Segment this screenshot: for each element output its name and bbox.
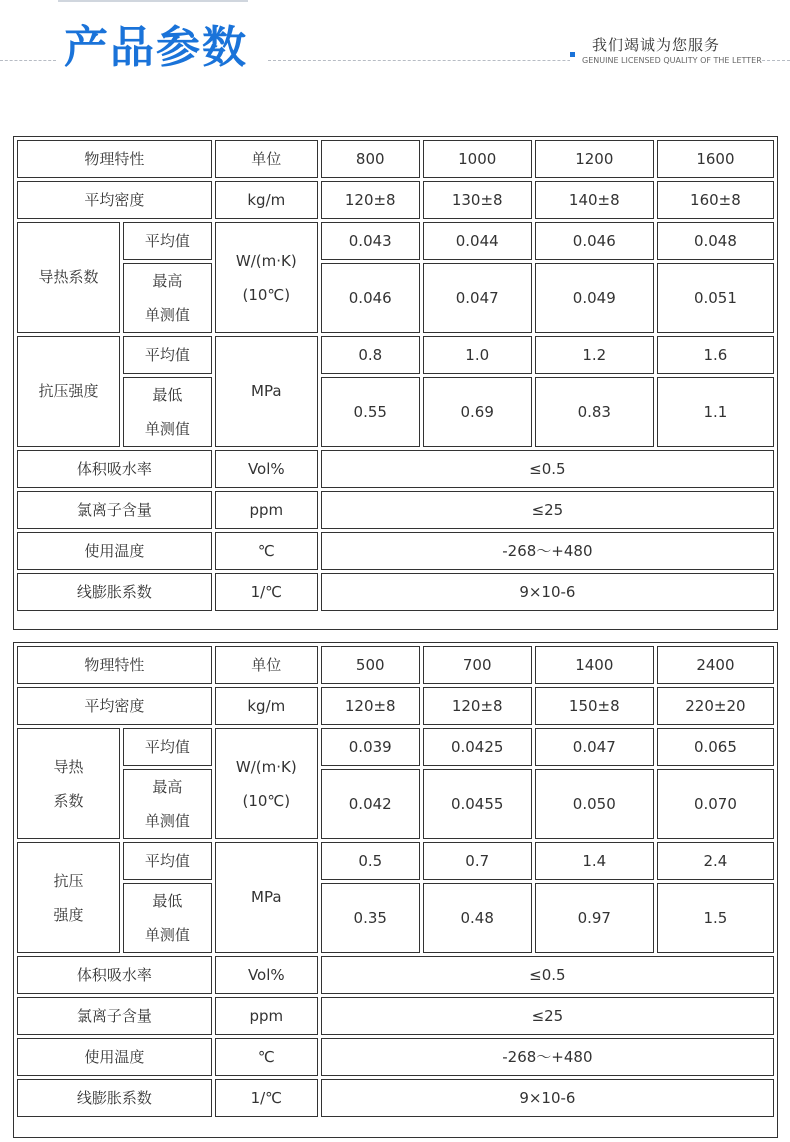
- value-cell: 0.065: [657, 728, 774, 766]
- absorption-label-cell: 体积吸水率: [17, 956, 212, 994]
- temperature-value-cell: -268～+480: [321, 532, 774, 570]
- unit-line: W/(m·K): [235, 251, 297, 270]
- value-cell: 0.69: [423, 377, 532, 447]
- chloride-value-cell: ≤25: [321, 997, 774, 1035]
- table-row: [17, 573, 774, 611]
- strength-min-label-cell: [123, 883, 212, 953]
- value-cell: 2.4: [657, 842, 774, 880]
- absorption-unit-cell: Vol%: [215, 450, 318, 488]
- conductivity-max-label-cell: [123, 263, 212, 333]
- value-cell: 0.55: [321, 377, 420, 447]
- grade-cell: 700: [423, 646, 532, 684]
- grade-cell: 2400: [657, 646, 774, 684]
- grade-cell: 1200: [535, 140, 654, 178]
- value-cell: 0.044: [423, 222, 532, 260]
- value-cell: 0.35: [321, 883, 420, 953]
- chloride-unit-cell: ppm: [215, 997, 318, 1035]
- value-cell: 0.047: [535, 728, 654, 766]
- value-cell: 0.047: [423, 263, 532, 333]
- tagline-chinese: 我们竭诚为您服务: [592, 36, 721, 54]
- page-title: 产品参数: [64, 22, 248, 73]
- header-unit-cell: 单位: [215, 646, 318, 684]
- temperature-unit-cell: ℃: [215, 1038, 318, 1076]
- value-cell: 0.042: [321, 769, 420, 839]
- table-row: [17, 491, 774, 529]
- label-line: 单测值: [144, 420, 190, 438]
- grade-cell: 500: [321, 646, 420, 684]
- unit-line: W/(m·K): [235, 757, 297, 776]
- value-cell: 160±8: [657, 181, 774, 219]
- value-cell: 0.0425: [423, 728, 532, 766]
- value-cell: 1.4: [535, 842, 654, 880]
- label-line: 单测值: [144, 926, 190, 944]
- value-cell: 0.5: [321, 842, 420, 880]
- density-unit-cell: kg/m: [215, 181, 318, 219]
- density-label-cell: 平均密度: [17, 687, 212, 725]
- conductivity-avg-label-cell: 平均值: [123, 728, 212, 766]
- density-label-cell: 平均密度: [17, 181, 212, 219]
- table-row: [17, 956, 774, 994]
- value-cell: 130±8: [423, 181, 532, 219]
- strength-unit-cell: MPa: [215, 842, 318, 953]
- conductivity-label-cell: [17, 728, 120, 839]
- conductivity-label-cell: 导热系数: [17, 222, 120, 333]
- table-row: [17, 140, 774, 178]
- conductivity-avg-label-cell: 平均值: [123, 222, 212, 260]
- table-row: [17, 222, 774, 260]
- unit-line: (10℃): [242, 791, 291, 810]
- value-cell: 0.48: [423, 883, 532, 953]
- label-line: 抗压: [53, 871, 84, 890]
- chloride-value-cell: ≤25: [321, 491, 774, 529]
- table-row: [17, 1079, 774, 1117]
- table-row: [17, 687, 774, 725]
- label-line: 强度: [53, 905, 84, 924]
- temperature-value-cell: -268～+480: [321, 1038, 774, 1076]
- table-row: [17, 336, 774, 374]
- strength-unit-cell: MPa: [215, 336, 318, 447]
- spec-table-2: [13, 642, 778, 1138]
- label-line: 最高: [152, 778, 183, 796]
- header-top-line: [58, 0, 248, 2]
- expansion-value-cell: 9×10-6: [321, 573, 774, 611]
- value-cell: 0.83: [535, 377, 654, 447]
- value-cell: 0.046: [535, 222, 654, 260]
- value-cell: 0.048: [657, 222, 774, 260]
- table-row: [17, 883, 774, 953]
- strength-min-label-cell: [123, 377, 212, 447]
- chloride-label-cell: 氯离子含量: [17, 491, 212, 529]
- grade-cell: 1600: [657, 140, 774, 178]
- table-row: [17, 728, 774, 766]
- label-line: 导热: [53, 757, 84, 776]
- table-row: [17, 997, 774, 1035]
- unit-line: (10℃): [242, 285, 291, 304]
- table-row: [17, 1038, 774, 1076]
- value-cell: 0.97: [535, 883, 654, 953]
- expansion-label-cell: 线膨胀系数: [17, 573, 212, 611]
- header-property-cell: 物理特性: [17, 140, 212, 178]
- temperature-label-cell: 使用温度: [17, 1038, 212, 1076]
- expansion-label-cell: 线膨胀系数: [17, 1079, 212, 1117]
- value-cell: 140±8: [535, 181, 654, 219]
- value-cell: 1.6: [657, 336, 774, 374]
- table-row: [17, 450, 774, 488]
- value-cell: 0.0455: [423, 769, 532, 839]
- bullet-square-icon: [570, 52, 575, 57]
- service-tagline: [570, 36, 762, 68]
- label-line: 单测值: [144, 812, 190, 830]
- value-cell: 0.070: [657, 769, 774, 839]
- value-cell: 1.2: [535, 336, 654, 374]
- value-cell: 150±8: [535, 687, 654, 725]
- table-row: [17, 181, 774, 219]
- table-row: [17, 769, 774, 839]
- value-cell: 0.049: [535, 263, 654, 333]
- strength-label-cell: 抗压强度: [17, 336, 120, 447]
- value-cell: 0.050: [535, 769, 654, 839]
- temperature-unit-cell: ℃: [215, 532, 318, 570]
- strength-label-cell: [17, 842, 120, 953]
- label-line: 最低: [152, 386, 183, 404]
- absorption-unit-cell: Vol%: [215, 956, 318, 994]
- chloride-label-cell: 氯离子含量: [17, 997, 212, 1035]
- value-cell: 0.046: [321, 263, 420, 333]
- temperature-label-cell: 使用温度: [17, 532, 212, 570]
- value-cell: 1.0: [423, 336, 532, 374]
- value-cell: 0.039: [321, 728, 420, 766]
- value-cell: 220±20: [657, 687, 774, 725]
- conductivity-max-label-cell: [123, 769, 212, 839]
- absorption-label-cell: 体积吸水率: [17, 450, 212, 488]
- absorption-value-cell: ≤0.5: [321, 956, 774, 994]
- value-cell: 120±8: [423, 687, 532, 725]
- header-unit-cell: 单位: [215, 140, 318, 178]
- label-line: 最低: [152, 892, 183, 910]
- table-row: [17, 532, 774, 570]
- value-cell: 0.051: [657, 263, 774, 333]
- page-header: [0, 0, 790, 110]
- strength-avg-label-cell: 平均值: [123, 336, 212, 374]
- table-row: [17, 842, 774, 880]
- expansion-unit-cell: 1/℃: [215, 573, 318, 611]
- chloride-unit-cell: ppm: [215, 491, 318, 529]
- table-row: [17, 377, 774, 447]
- grade-cell: 1000: [423, 140, 532, 178]
- grade-cell: 1400: [535, 646, 654, 684]
- value-cell: 0.8: [321, 336, 420, 374]
- table-row: [17, 646, 774, 684]
- label-line: 单测值: [144, 306, 190, 324]
- spec-table-1: [13, 136, 778, 630]
- label-line: 最高: [152, 272, 183, 290]
- expansion-unit-cell: 1/℃: [215, 1079, 318, 1117]
- value-cell: 120±8: [321, 181, 420, 219]
- label-line: 系数: [53, 791, 84, 810]
- value-cell: 0.7: [423, 842, 532, 880]
- density-unit-cell: kg/m: [215, 687, 318, 725]
- conductivity-unit-cell: [215, 728, 318, 839]
- conductivity-unit-cell: [215, 222, 318, 333]
- value-cell: 1.1: [657, 377, 774, 447]
- header-dashed-line-left: [0, 60, 56, 61]
- value-cell: 0.043: [321, 222, 420, 260]
- absorption-value-cell: ≤0.5: [321, 450, 774, 488]
- header-property-cell: 物理特性: [17, 646, 212, 684]
- value-cell: 120±8: [321, 687, 420, 725]
- value-cell: 1.5: [657, 883, 774, 953]
- strength-avg-label-cell: 平均值: [123, 842, 212, 880]
- table-row: [17, 263, 774, 333]
- grade-cell: 800: [321, 140, 420, 178]
- tagline-english: GENUINE LICENSED QUALITY OF THE LETTER: [582, 56, 762, 65]
- expansion-value-cell: 9×10-6: [321, 1079, 774, 1117]
